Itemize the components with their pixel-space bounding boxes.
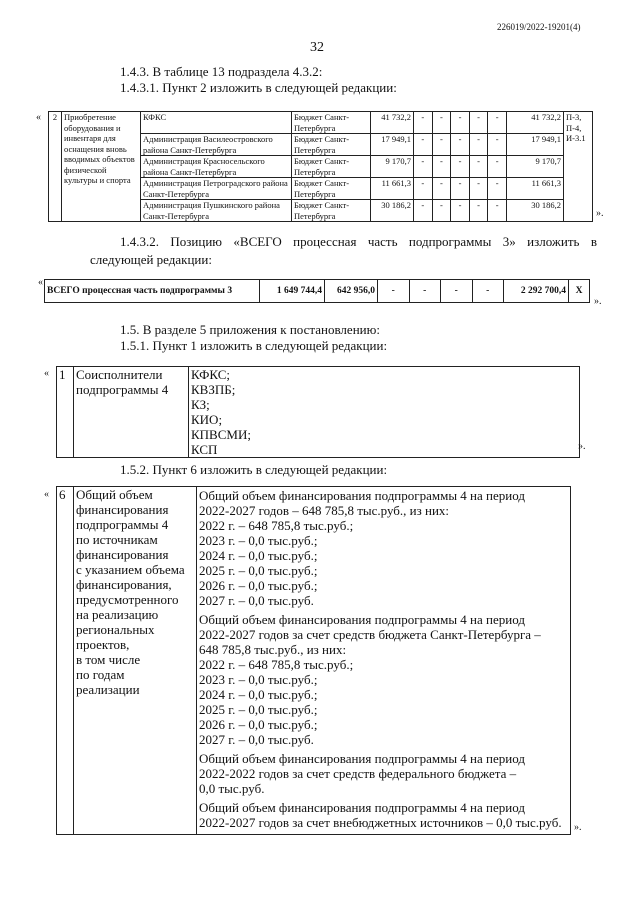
label-line: финансирования, — [76, 577, 172, 592]
dash-cell: - — [469, 156, 488, 178]
dash-cell: - — [432, 134, 451, 156]
co-executor-item: КИО; — [191, 412, 223, 427]
total-cell: 17 949,1 — [507, 134, 564, 156]
financing-line: 2024 г. – 0,0 тыс.руб.; — [199, 548, 318, 563]
dash-cell: - — [409, 280, 441, 303]
paragraph-1-4-3-2: 1.4.3.2. Позицию «ВСЕГО процессная часть подпрограммы 3» изложить в следующей редакции: — [90, 234, 597, 267]
co-executors-table — [56, 366, 580, 458]
value-cell: 11 661,3 — [371, 178, 414, 200]
financing-details — [197, 487, 571, 835]
label-line: финансирования — [76, 502, 169, 517]
source-cell: Бюджет Санкт-Петербурга — [292, 200, 371, 222]
dash-cell: - — [414, 112, 433, 134]
total-label: ВСЕГО процессная часть подпрограммы 3 — [45, 280, 260, 303]
co-executor-item: КПВСМИ; — [191, 427, 251, 442]
financing-line: 2023 г. – 0,0 тыс.руб.; — [199, 672, 318, 687]
dash-cell: - — [469, 134, 488, 156]
paragraph-1-4-3: 1.4.3. В таблице 13 подраздела 4.3.2: — [120, 64, 323, 79]
total-row-table — [44, 279, 590, 303]
financing-line: 2022-2027 годов – 648 785,8 тыс.руб., из них: — [199, 503, 450, 518]
dash-cell: - — [469, 178, 488, 200]
financing-line: 2027 г. – 0,0 тыс.руб. — [199, 593, 314, 608]
financing-line: Общий объем финансирования подпрограммы 4 на период — [199, 800, 525, 815]
paragraph-1-4-3-1: 1.4.3.1. Пункт 2 изложить в следующей редакции: — [120, 80, 397, 95]
co-executors-list — [189, 367, 580, 458]
label-line: с указанием объема — [76, 562, 185, 577]
financing-table — [56, 486, 571, 835]
dash-cell: - — [378, 280, 410, 303]
paragraph-1-5-2: 1.5.2. Пункт 6 изложить в следующей редакции: — [120, 462, 388, 477]
financing-block — [199, 612, 568, 747]
financing-line: 2025 г. – 0,0 тыс.руб.; — [199, 702, 318, 717]
source-cell: Бюджет Санкт-Петербурга — [292, 178, 371, 200]
dash-cell: - — [414, 156, 433, 178]
dash-cell: - — [432, 178, 451, 200]
co-executor-item: КФКС; — [191, 367, 230, 382]
quote-close: ». — [578, 441, 586, 452]
label-line: по годам — [76, 667, 125, 682]
financing-block — [199, 488, 568, 608]
dash-cell: - — [488, 200, 507, 222]
executor-cell: КФКС — [141, 112, 292, 134]
co-executor-item: КСП — [191, 442, 218, 457]
quote-open: « — [44, 368, 49, 379]
value-cell: 9 170,7 — [371, 156, 414, 178]
financing-line: 2022 г. – 648 785,8 тыс.руб.; — [199, 518, 354, 533]
dash-cell: - — [469, 112, 488, 134]
quote-open: « — [38, 277, 43, 288]
dash-cell: - — [451, 134, 470, 156]
executor-cell: Администрация Пушкинского района Санкт-Петербурга — [141, 200, 292, 222]
financing-line: 2022 г. – 648 785,8 тыс.руб.; — [199, 657, 354, 672]
item-number: 6 — [57, 487, 74, 835]
label-line: в том числе — [76, 652, 141, 667]
financing-line: 0,0 тыс.руб. — [199, 781, 265, 796]
financing-block — [199, 800, 568, 830]
total-x: X — [569, 280, 590, 303]
financing-line: 2022-2027 годов за счет внебюджетных источников – 0,0 тыс.руб. — [199, 815, 562, 830]
dash-cell: - — [472, 280, 504, 303]
quote-close: ». — [596, 208, 604, 219]
dash-cell: - — [469, 200, 488, 222]
financing-line: 2022-2027 годов за счет средств бюджета Санкт-Петербурга – — [199, 627, 541, 642]
dash-cell: - — [414, 200, 433, 222]
financing-line: 2026 г. – 0,0 тыс.руб.; — [199, 717, 318, 732]
item-number: 2 — [49, 112, 62, 222]
item-name: Приобретение оборудования и инвентаря для оснащения вновь вводимых объектов физической культуры и спорта — [62, 112, 141, 222]
label-line: финансирования — [76, 547, 169, 562]
financing-line: 2022-2022 годов за счет средств федерального бюджета – — [199, 766, 517, 781]
total-cell: 11 661,3 — [507, 178, 564, 200]
financing-line: 648 785,8 тыс.руб., из них: — [199, 642, 347, 657]
quote-open: « — [44, 489, 49, 500]
co-executor-item: КЗ; — [191, 397, 210, 412]
co-executor-item: КВЗПБ; — [191, 382, 236, 397]
value-cell: 30 186,2 — [371, 200, 414, 222]
dash-cell: - — [414, 178, 433, 200]
dash-cell: - — [488, 178, 507, 200]
executor-cell: Администрация Красносельского района Санкт-Петербурга — [141, 156, 292, 178]
financing-line: Общий объем финансирования подпрограммы 4 на период — [199, 612, 525, 627]
table-row — [49, 112, 593, 134]
indicator-codes: П-3, П-4, И-3.1 — [564, 112, 593, 222]
financing-line: Общий объем финансирования подпрограммы 4 на период — [199, 488, 525, 503]
label-line: реализации — [76, 682, 140, 697]
quote-open: « — [36, 112, 41, 123]
dash-cell: - — [451, 178, 470, 200]
financing-line: 2023 г. – 0,0 тыс.руб.; — [199, 533, 318, 548]
table-13-item-2 — [48, 111, 593, 222]
executor-cell: Администрация Василеостровского района Санкт-Петербурга — [141, 134, 292, 156]
financing-line: 2024 г. – 0,0 тыс.руб.; — [199, 687, 318, 702]
total-value-1: 1 649 744,4 — [260, 280, 325, 303]
executor-cell: Администрация Петроградского района Санкт-Петербурга — [141, 178, 292, 200]
dash-cell: - — [432, 200, 451, 222]
paragraph-1-5: 1.5. В разделе 5 приложения к постановлению: — [120, 322, 380, 337]
label-line: предусмотренного — [76, 592, 179, 607]
quote-close: ». — [574, 822, 582, 833]
value-cell: 17 949,1 — [371, 134, 414, 156]
item-label — [74, 487, 197, 835]
table-row — [45, 280, 590, 303]
dash-cell: - — [432, 112, 451, 134]
label-line: по источникам — [76, 532, 158, 547]
source-cell: Бюджет Санкт-Петербурга — [292, 134, 371, 156]
item-label: Соисполнители подпрограммы 4 — [74, 367, 189, 458]
financing-line: Общий объем финансирования подпрограммы 4 на период — [199, 751, 525, 766]
financing-block — [199, 751, 568, 796]
dash-cell: - — [488, 156, 507, 178]
financing-line: 2026 г. – 0,0 тыс.руб.; — [199, 578, 318, 593]
value-cell: 41 732,2 — [371, 112, 414, 134]
dash-cell: - — [432, 156, 451, 178]
label-line: на реализацию — [76, 607, 159, 622]
financing-line: 2025 г. – 0,0 тыс.руб.; — [199, 563, 318, 578]
dash-cell: - — [451, 156, 470, 178]
source-cell: Бюджет Санкт-Петербурга — [292, 112, 371, 134]
document-id: 226019/2022-19201(4) — [497, 22, 581, 32]
dash-cell: - — [451, 200, 470, 222]
quote-close: ». — [594, 296, 602, 307]
label-line: региональных — [76, 622, 155, 637]
source-cell: Бюджет Санкт-Петербурга — [292, 156, 371, 178]
total-cell: 41 732,2 — [507, 112, 564, 134]
total-cell: 9 170,7 — [507, 156, 564, 178]
total-cell: 30 186,2 — [507, 200, 564, 222]
dash-cell: - — [441, 280, 473, 303]
dash-cell: - — [414, 134, 433, 156]
dash-cell: - — [451, 112, 470, 134]
item-number: 1 — [57, 367, 74, 458]
financing-line: 2027 г. – 0,0 тыс.руб. — [199, 732, 314, 747]
label-line: подпрограммы 4 — [76, 517, 169, 532]
total-value-2: 642 956,0 — [325, 280, 378, 303]
label-line: Общий объем — [76, 487, 153, 502]
paragraph-1-5-1: 1.5.1. Пункт 1 изложить в следующей редакции: — [120, 338, 388, 353]
page-number: 32 — [310, 40, 324, 55]
dash-cell: - — [488, 112, 507, 134]
label-line: проектов, — [76, 637, 130, 652]
dash-cell: - — [488, 134, 507, 156]
total-sum: 2 292 700,4 — [504, 280, 569, 303]
